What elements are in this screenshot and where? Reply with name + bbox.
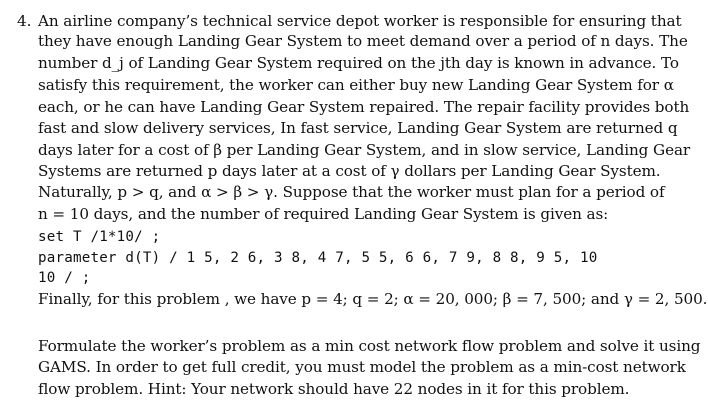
finally-line: Finally, for this problem , we have p = 4; q = 2; α = 20, 000; β = 7, 500; and γ = 2, 500.: [38, 290, 708, 308]
paragraph2-line-1: Formulate the worker’s problem as a min cost network flow problem and solve it using: [38, 337, 701, 355]
paragraph2-line-2: GAMS. In order to get full credit, you must model the problem as a min-cost network: [38, 358, 686, 376]
paragraph1-line-1: An airline company’s technical service depot worker is responsible for ensuring that: [38, 12, 682, 30]
code-line-2: parameter d(T) / 1 5, 2 6, 3 8, 4 7, 5 5, 6 6, 7 9, 8 8, 9 5, 10: [38, 250, 598, 266]
paragraph2-line-3: flow problem. Hint: Your network should have 22 nodes in it for this problem.: [38, 380, 630, 398]
problem-number: 4.: [17, 12, 32, 30]
paragraph1-line-4: satisfy this requirement, the worker can either buy new Landing Gear System for α: [38, 76, 674, 94]
paragraph1-line-3: number d_j of Landing Gear System required on the jth day is known in advance. To: [38, 54, 679, 72]
paragraph1-line-2: they have enough Landing Gear System to meet demand over a period of n days. The: [38, 32, 688, 50]
code-line-1: set T /1*10/ ;: [38, 229, 161, 245]
paragraph1-line-10: n = 10 days, and the number of required Landing Gear System is given as:: [38, 205, 609, 223]
paragraph1-line-7: days later for a cost of β per Landing Gear System, and in slow service, Landing Gear: [38, 141, 691, 159]
paragraph1-line-6: fast and slow delivery services, In fast service, Landing Gear System are returned q: [38, 119, 678, 137]
code-line-3: 10 / ;: [38, 270, 91, 286]
paragraph1-line-9: Naturally, p > q, and α > β > γ. Suppose that the worker must plan for a period of: [38, 183, 665, 201]
paragraph1-line-5: each, or he can have Landing Gear System repaired. The repair facility provides both: [38, 98, 690, 116]
paragraph1-line-8: Systems are returned p days later at a cost of γ dollars per Landing Gear System.: [38, 162, 661, 180]
